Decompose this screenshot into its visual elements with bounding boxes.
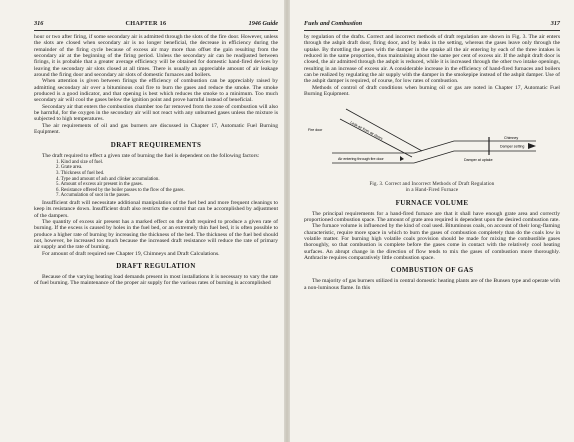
paragraph: by regulation of the drafts. Correct and incorrect methods of draft regulation are shown in Fig. 3. The air enters through the ashpit draft door, firing door, and by leaks in the setting, whereas the gases leave only through the uptake. By throttling the gases with the damper in the uptake all the air entering by each of the three intakes is reduced in the same proportion, thus maintaining about the same per cent of excess air. If the ashpit draft door is closed, the air admitted through the ashpit is reduced, while it is increased through the other two intake openings, resulting in an increase of excess air. A considerable increase in the efficiency of hand-fired furnaces and boilers can be realized by regulating the air supply with the damper in the smokepipe instead of the ashpit damper. Use of the ashpit damper is required, of course, for low rates of combustion. (304, 34, 560, 85)
section-title: Fuels and Combustion (304, 20, 363, 27)
arrow-icon (528, 143, 536, 149)
figure-label-chimney: Chimney (504, 136, 519, 141)
paragraph: Secondary air that enters the combustion chamber too far removed from the zone of combustion will also be harmful, for the oxygen in the secondary air will not react with any unburned gases unless the mixture is subjected to high temperatures. (34, 103, 278, 123)
list-item: 2. Grate area. (56, 165, 83, 171)
figure-label-ashpit: Air entering through fire door (338, 157, 384, 162)
draft-diagram (304, 99, 560, 181)
paragraph: The air requirements of oil and gas burners are discussed in Chapter 17, Automatic Fuel Burning Equipment. (34, 122, 278, 136)
guide-title: 1946 Guide (248, 20, 278, 27)
right-page (288, 0, 574, 442)
page-number-right: 317 (550, 20, 560, 27)
list-item: 3. Thickness of fuel bed. (56, 171, 105, 177)
paragraph: The quantity of excess air present has a marked effect on the draft required to produce a given rate of burning. If the excess is caused by holes in the fuel bed, or an extremely thin fuel bed, it is often possible to produce a higher rate of burning by increasing the thickness of the bed. The thickness of the fuel bed should not, however, be increased too much because the increased draft resistance will reduce the rate of primary air supply and the rate of burning. (34, 219, 278, 251)
page-number-left: 316 (34, 20, 44, 27)
section-heading-furnace-volume: FURNACE VOLUME (395, 198, 469, 207)
paragraph: The draft required to effect a given rate of burning the fuel is dependent on the following factors: (42, 152, 260, 159)
header-rule (34, 30, 278, 31)
arrow-icon (400, 156, 404, 161)
factors-list (34, 160, 278, 199)
upper-duct-top (346, 109, 422, 151)
upper-duct-bottom (340, 119, 412, 157)
left-page (0, 0, 286, 442)
list-item: 5. Amount of excess air present in the gases. (56, 182, 143, 188)
paragraph: hour or two after firing, if some secondary air is admitted through the slots of the fire door. However, unless the slots are closed when secondary air is no longer beneficial, the decrease in efficiency during the remainder of the firing cycle because of excess air may more than offset the gain resulting from the secondary air at the beginning of the firing period. Unless the secondary air can be readjusted between firings, it is probable that a greater average efficiency will be obtained for domestic hand-fired devices by leaving the secondary air slots closed at all times. There is usually an appreciable amount of air leakage around the firing door and secondary air slots of domestic furnaces and boilers. (34, 34, 278, 79)
chapter-title: CHAPTER 16 (125, 20, 167, 27)
figure-draft-regulation (304, 99, 560, 181)
paragraph: Methods of control of draft conditions when burning oil or gas are noted in Chapter 17, Automatic Fuel Burning Equipment. (304, 84, 560, 98)
section-heading-combustion-of-gas: COMBUSTION OF GAS (390, 266, 474, 275)
paragraph: When attention is given between firings the efficiency of combustion can be appreciably raised by admitting secondary air over a bituminous coal fire to burn the gases and reduce the smoke. The smoke produced is a good indicator, and that opening is best which reduces the smoke to a minimum. Too much secondary air will cool the gases below the ignition point and prove harmful instead of beneficial. (34, 78, 278, 104)
figure-label-leak: Leak-air from air doors (349, 120, 384, 142)
paragraph: Insufficient draft will necessitate additional manipulation of the fuel bed and more frequent cleanings to keep its resistance down. Insufficient draft also restricts the control that can be accomplished by adjustment of the dampers. (34, 200, 278, 219)
paragraph: The furnace volume is influenced by the kind of coal used. Bituminous coals, on account of their long-flaming characteristic, require more space in which to burn the gases of combustion completely than do the coals low in volatile matter. For burning high volatile coals provision should be made for mixing the combustible gases thoroughly, so that combustion is complete before the gases come in contact with the relatively cool heating surfaces. An abrupt change in the direction of flow tends to mix the gases of combustion more thoroughly. Anthracite requires comparatively little combustion space. (304, 223, 560, 262)
list-item: 4. Type and amount of ash and clinker accumulation. (56, 176, 160, 182)
running-header-right (304, 20, 560, 27)
figure-caption-line-2: in a Hand-Fired Furnace (405, 188, 459, 194)
paragraph: The majority of gas burners utilized in central domestic heating plants are of the Bunsen type and operate with a non-luminous flame. In this (304, 278, 560, 291)
figure-label-damper: Damper setting (500, 144, 525, 149)
figure-caption-line-1: Fig. 3. Correct and Incorrect Methods of Draft Regulation (369, 182, 495, 188)
list-item: 6. Resistance offered by the boiler passes to the flow of the gases. (56, 187, 185, 193)
list-item: 7. Accumulation of soot in the passes. (56, 193, 131, 199)
running-header-left (34, 20, 278, 27)
figure-label-damper-open: Damper at uptake (464, 158, 493, 163)
paragraph: Because of the varying heating load demands present in most installations it is necessary to vary the rate of fuel burning. The maintenance of the proper air supply for the various rates of burning is accomplished (34, 274, 278, 287)
paragraph: The principal requirements for a hand-fired furnace are that it shall have enough grate area and correctly proportioned combustion space. The amount of grate area required is dependent upon the desired combustion rate. (304, 210, 560, 223)
figure-label-fire-door: Fire door (308, 128, 323, 133)
paragraph: For amount of draft required see Chapter 19, Chimneys and Draft Calculations. (42, 250, 220, 257)
header-rule (304, 30, 560, 31)
section-heading-draft-regulation: DRAFT REGULATION (116, 262, 196, 271)
list-item: 1. Kind and size of fuel. (56, 159, 104, 165)
section-heading-draft-requirements: DRAFT REQUIREMENTS (110, 140, 202, 149)
